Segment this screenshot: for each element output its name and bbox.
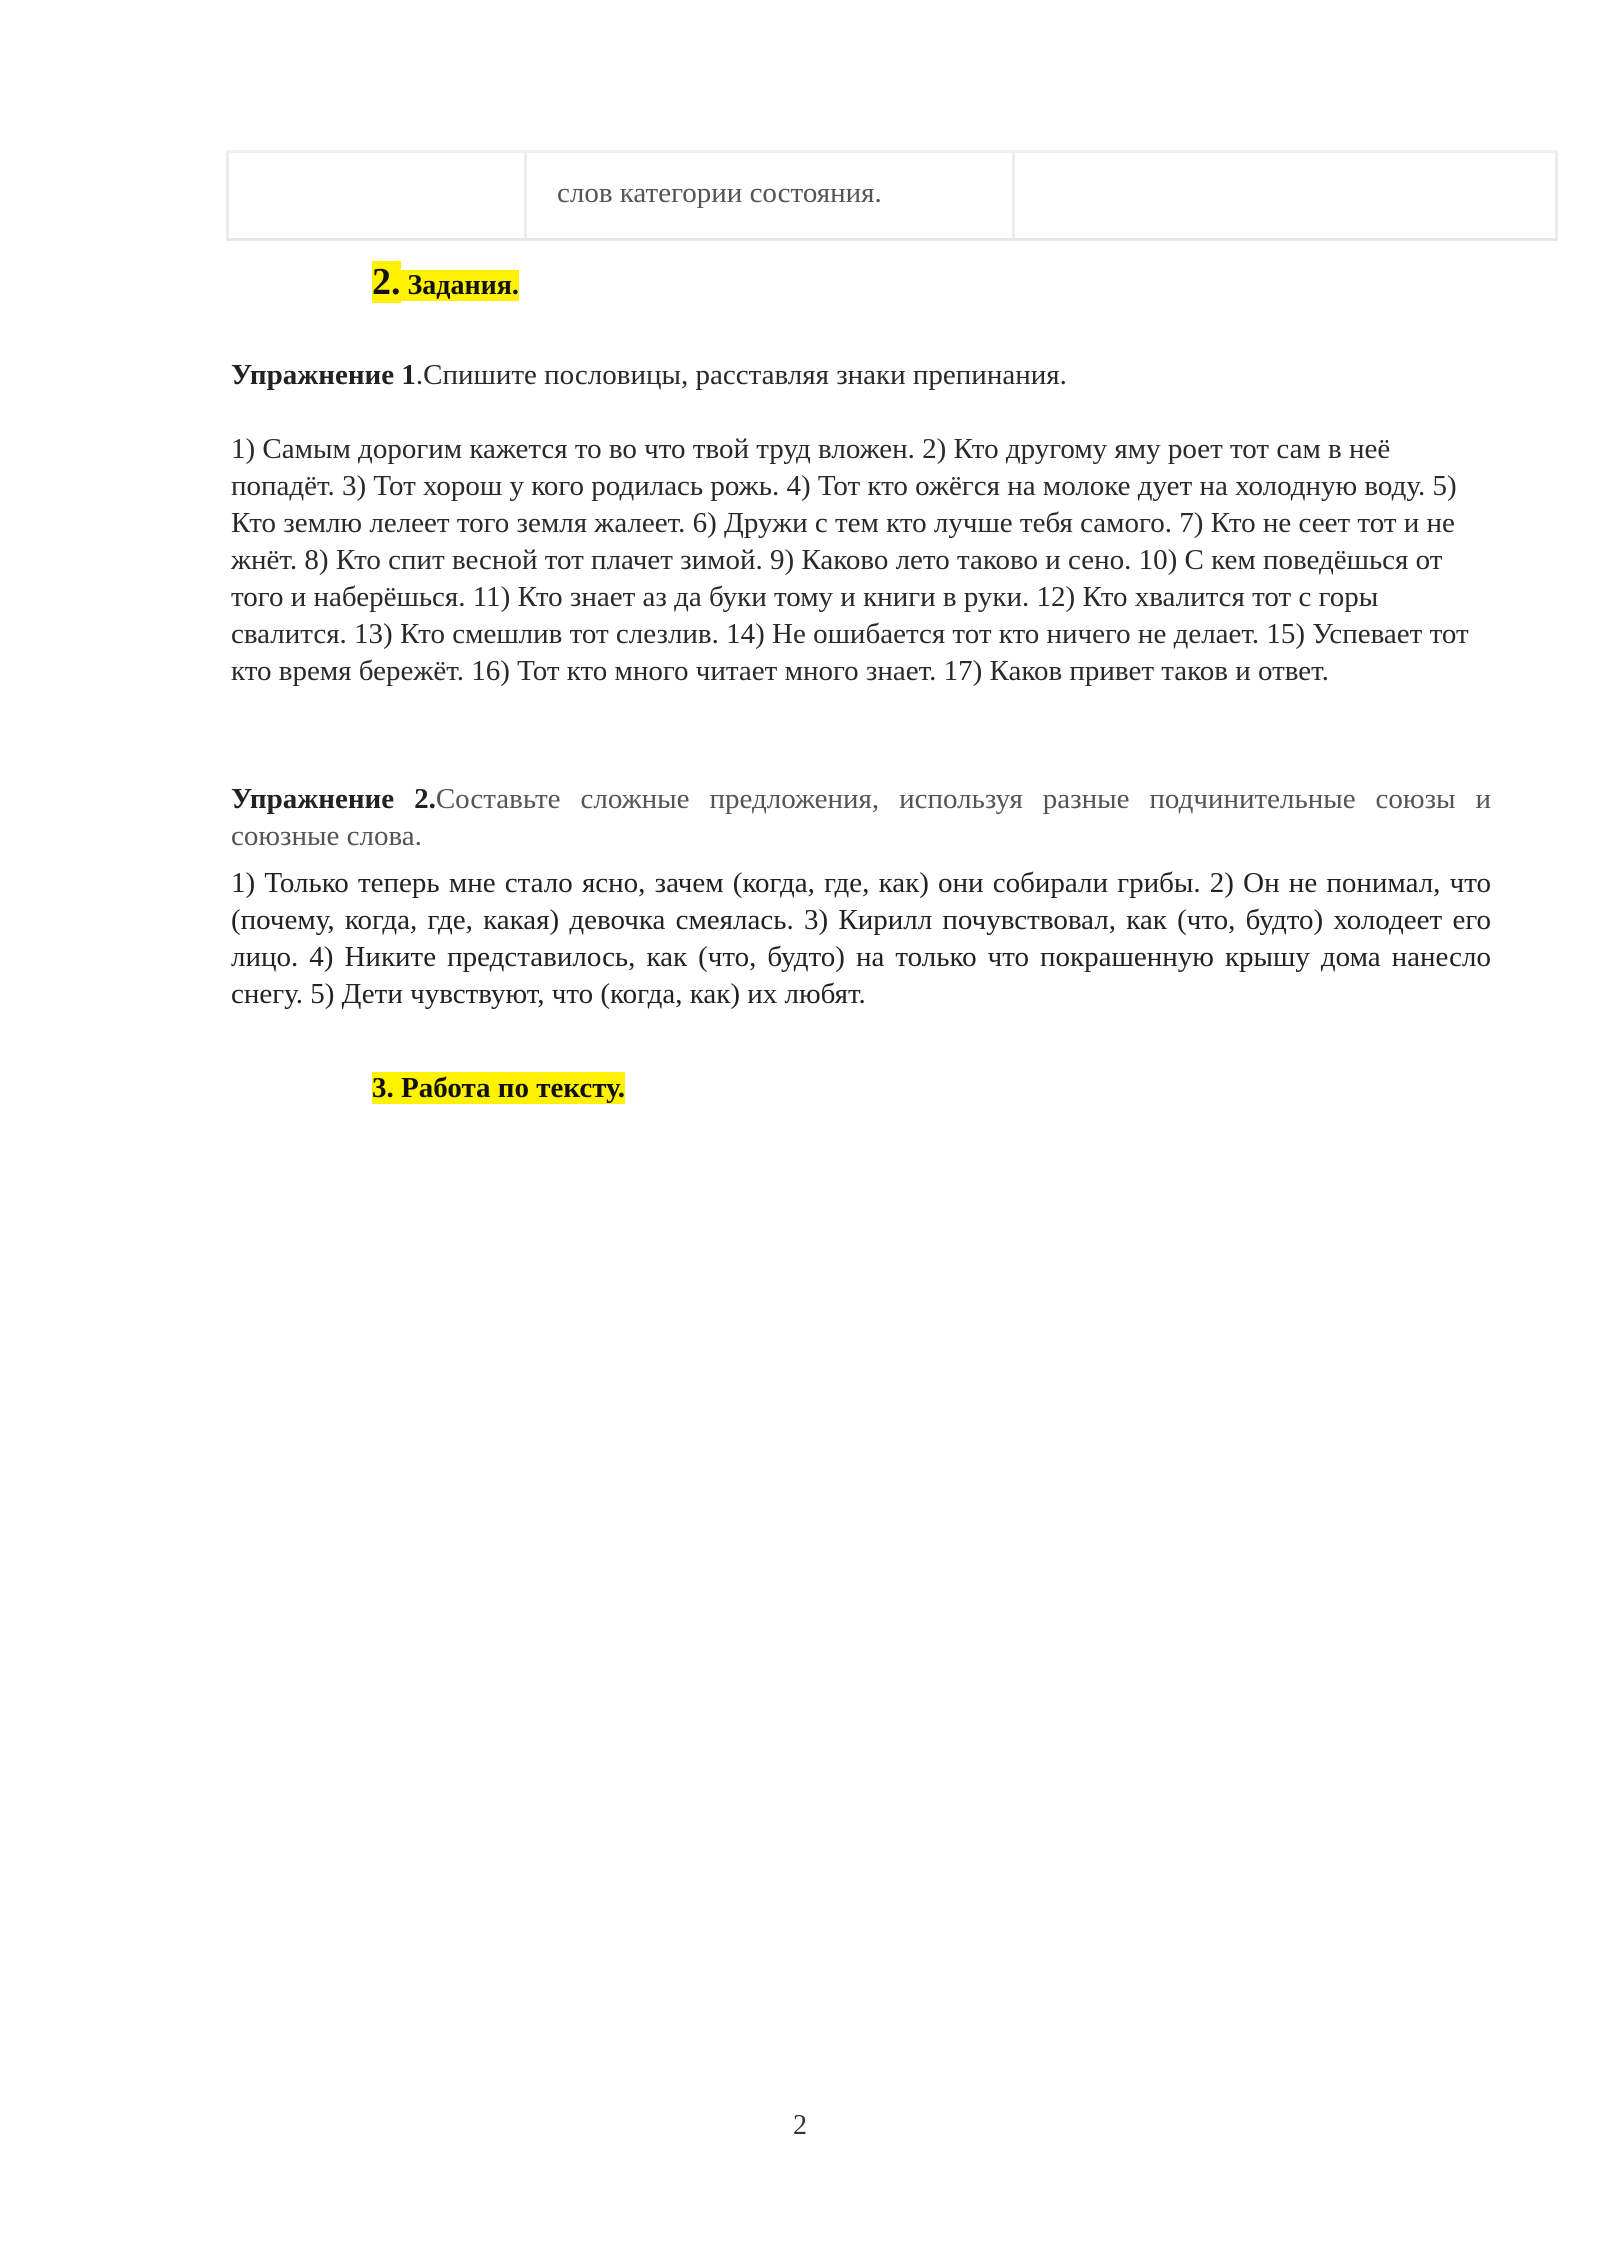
exercise-2-instruction: Составьте сложные предложения, используя разные подчинительные союзы и союзные слова. [231, 783, 1491, 852]
table-cell-text [524, 153, 1012, 238]
section-3-title: 3. Работа по тексту. [372, 1072, 625, 1104]
table-fragment [226, 150, 1558, 241]
table-cell-empty [226, 153, 524, 238]
section-2-title: Задания. [407, 270, 519, 301]
exercise-1-instruction: .Спишите пословицы, расставляя знаки препинания. [415, 359, 1067, 391]
exercise-1-text: 1) Самым дорогим кажется то во что твой труд вложен. 2) Кто другому яму роет тот сам в неё попадёт. 3) Тот хорош у кого родилась рожь. 4) Тот кто ожёгся на молоке дует на холодную воду. 5) Кто землю лелеет того земля жалеет. 6) Дружи с тем кто лучше тебя самого. 7) Кто не сеет тот и не жнёт. 8) Кто спит весной тот плачет зимой. 9) Каково лето таково и сено. 10) С кем поведёшься от того и наберёшься. 11) Кто знает аз да буки тому и книги в руки. 12) Кто хвалится тот с горы свалится. 13) Кто смешлив тот слезлив. 14) Не ошибается тот кто ничего не делает. 15) Успевает тот кто время бережёт. 16) Тот кто много читает много знает. 17) Каков привет таков и ответ. [231, 433, 1469, 687]
section-2-space [401, 270, 408, 301]
exercise-1-heading [231, 357, 1491, 394]
exercise-2-label: Упражнение 2. [231, 783, 436, 815]
section-3-heading [372, 1070, 625, 1106]
exercise-2-heading [231, 781, 1491, 855]
section-2-number: 2. [372, 261, 401, 303]
table-cell-empty [1012, 153, 1558, 238]
page-number: 2 [793, 2110, 807, 2141]
exercise-2-text: 1) Только теперь мне стало ясно, зачем (когда, где, как) они собирали грибы. 2) Он не понимал, что (почему, когда, где, какая) девочка смеялась. 3) Кирилл почувствовал, как (что, будто) холодеет его лицо. 4) Никите представилось, как (что, будто) на только что покрашенную крышу дома нанесло снегу. 5) Дети чувствуют, что (когда, как) их любят. [231, 867, 1491, 1010]
exercise-1-label: Упражнение 1 [231, 359, 416, 391]
section-2-heading [372, 262, 519, 310]
table-cell-label: слов категории состояния. [557, 177, 882, 209]
